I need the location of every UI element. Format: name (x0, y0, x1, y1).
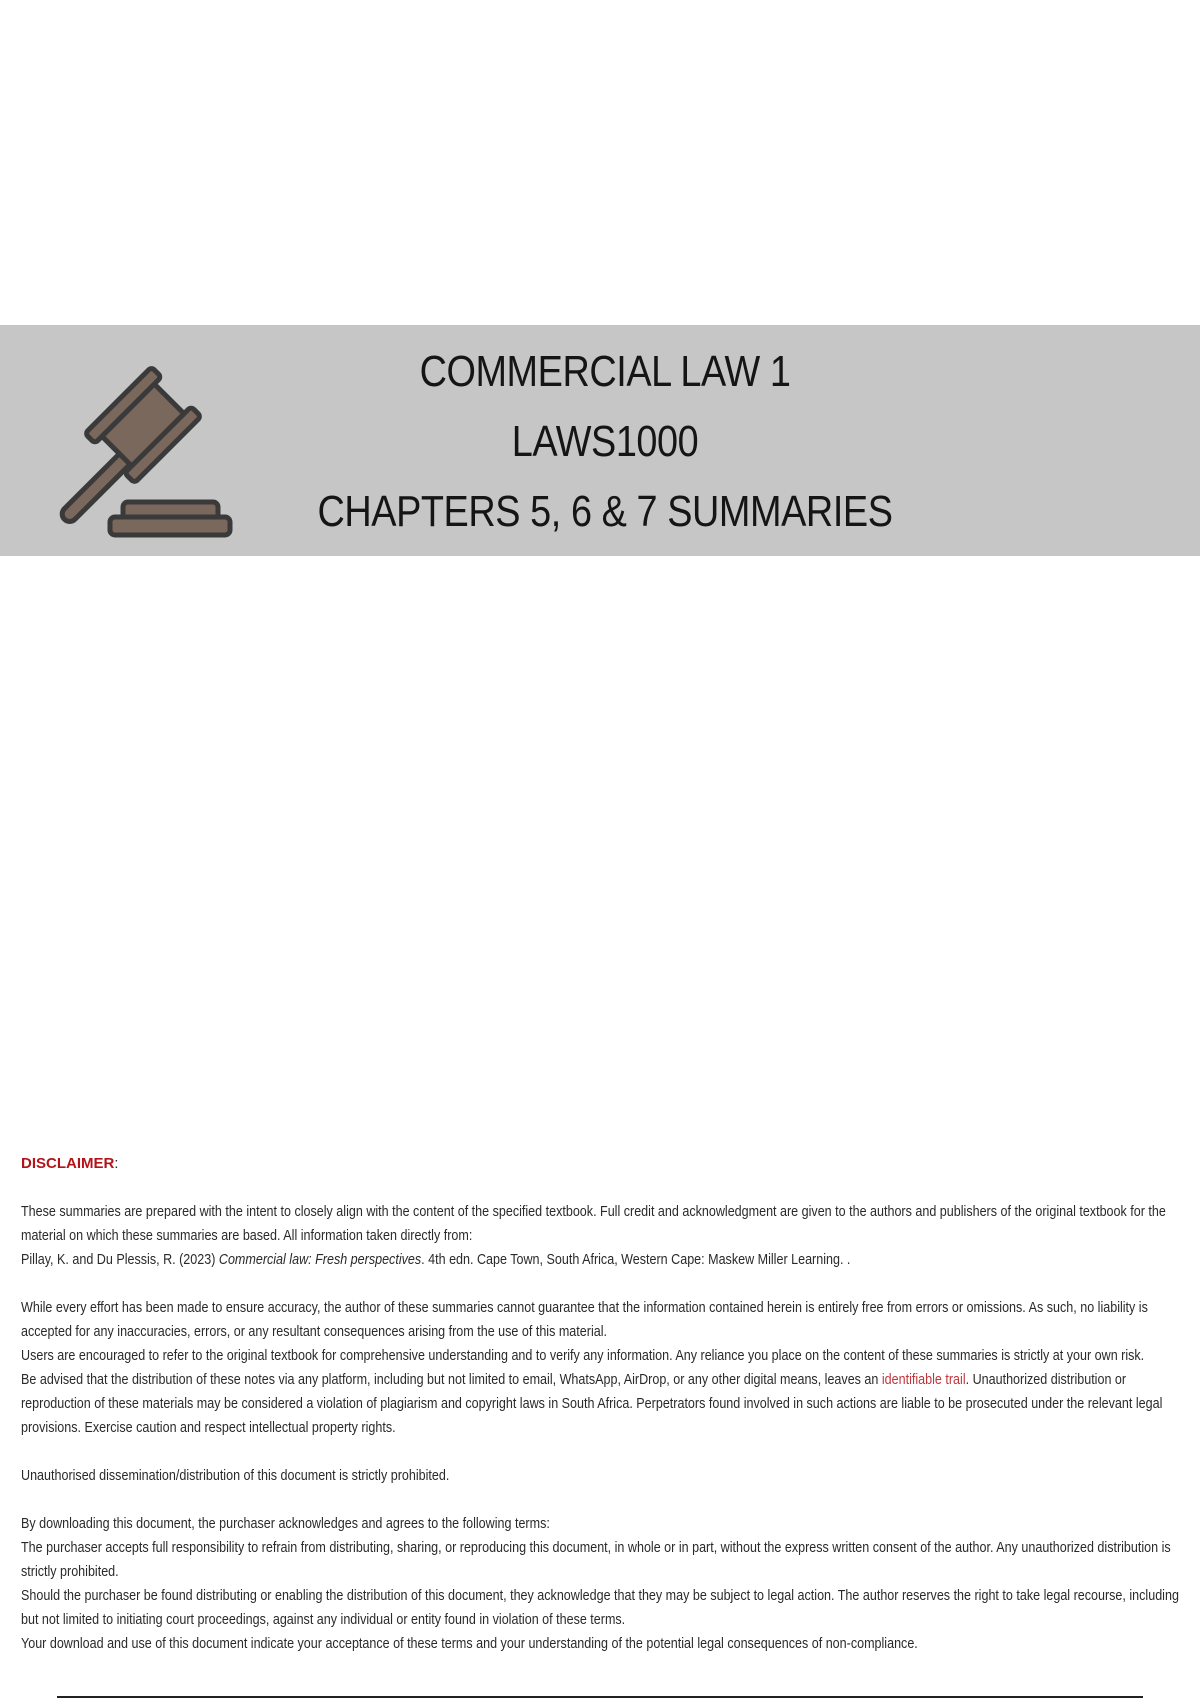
chapters-subtitle: CHAPTERS 5, 6 & 7 SUMMARIES (317, 487, 893, 536)
accuracy-paragraph: While every effort has been made to ensure accuracy, the author of these summaries cannot guarantee that the information contained herein is entirely free from errors or omissions. As such, no liability is accepted for any inaccuracies, errors, or any resultant consequences arising from the use of this material. (21, 1300, 1148, 1340)
distribution-paragraph: Be advised that the distribution of these notes via any platform, including but not limited to email, WhatsApp, AirDrop, or any other digital means, leaves an identifiable trail. Unauthorized distribution or reproduction of these materials may be considered a violation of plagiarism and copyright laws in South Africa. Perpetrators found involved in such actions are liable to be prosecuted under the relevant legal provisions. Exercise caution and respect intellectual property rights. (21, 1372, 1163, 1436)
bottom-divider (57, 1696, 1143, 1698)
disclaimer-heading: DISCLAIMER: (21, 1155, 119, 1172)
terms-acceptance: Your download and use of this document indicate your acceptance of these terms and your understanding of the potential legal consequences of non-compliance. (21, 1636, 918, 1652)
reliance-paragraph: Users are encouraged to refer to the original textbook for comprehensive understanding and to verify any information. Any reliance you place on the content of these summaries is strictly at your own risk. (21, 1348, 1145, 1364)
course-code: LAWS1000 (511, 417, 699, 466)
terms-legal-action: Should the purchaser be found distributing or enabling the distribution of this document, they acknowledge that they may be subject to legal action. The author reserves the right to take legal recourse, including but not limited to initiating court proceedings, against any individual or entity found in violation of these terms. (21, 1588, 1179, 1628)
document-title (0, 337, 1200, 547)
textbook-citation: Pillay, K. and Du Plessis, R. (2023) Commercial law: Fresh perspectives. 4th edn. Cape Town, South Africa, Western Cape: Maskew Miller Learning. . (21, 1252, 851, 1268)
identifiable-trail-highlight: identifiable trail (881, 1372, 966, 1388)
course-name: COMMERCIAL LAW 1 (419, 347, 791, 396)
terms-intro: By downloading this document, the purchaser acknowledges and agrees to the following terms: (21, 1516, 550, 1532)
terms-responsibility: The purchaser accepts full responsibility to refrain from distributing, sharing, or reproducing this document, in whole or in part, without the express written consent of the author. Any unauthorized distribution is strictly prohibited. (21, 1540, 1171, 1580)
credit-paragraph: These summaries are prepared with the intent to closely align with the content of the specified textbook. Full credit and acknowledgment are given to the authors and publishers of the original textbook for the material on which these summaries are based. All information taken directly from: (21, 1204, 1166, 1244)
title-banner (0, 325, 1200, 556)
disclaimer-section (21, 1152, 1191, 1656)
prohibition-paragraph: Unauthorised dissemination/distribution of this document is strictly prohibited. (21, 1468, 450, 1484)
citation-title: Commercial law: Fresh perspectives (218, 1252, 422, 1268)
